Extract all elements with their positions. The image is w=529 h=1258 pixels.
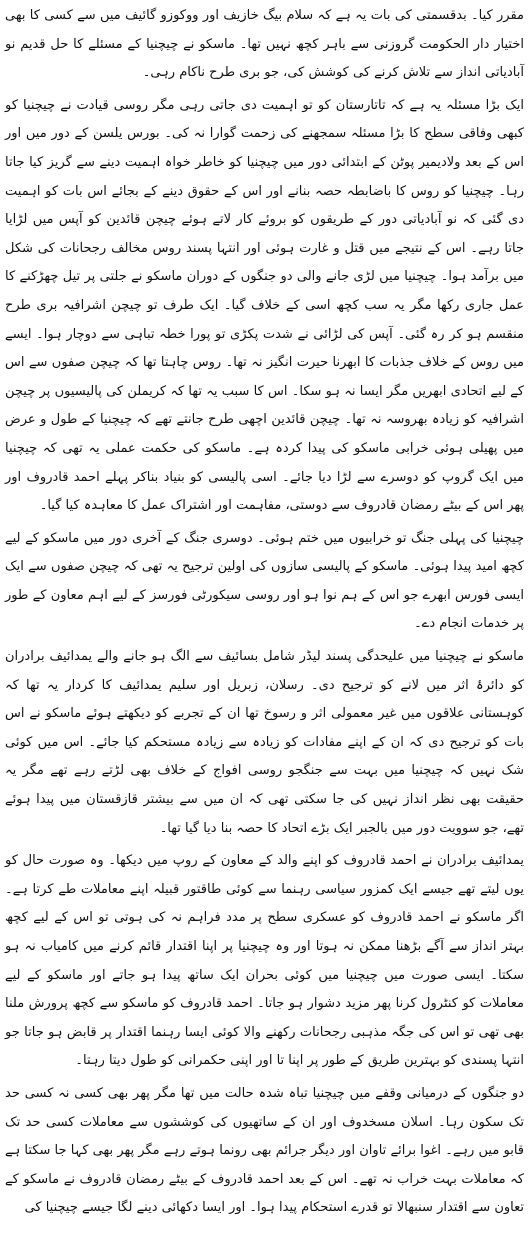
article-paragraph-4: ماسکو نے چیچنیا میں علیحدگی پسند لیڈر شامل بسائیف سے الگ ہو جانے والے یمدائیف برادران کو دائرۂ اثر میں لانے کو ترجیح دی۔ رسلان، زبریل اور سلیم یمدائیف کا کردار یہ تھا کہ کوہستانی علاقوں میں غیر معمولی اثر و رسوخ تھا ان کے تجربے کو دیکھتے ہوئے ماسکو نے اس بات کو ترجیح دی کہ ان کے اپنے مفادات کو زیادہ سے زیادہ مستحکم کیا جائے۔ اس میں کوئی شک نہیں کہ چیچنیا میں بہت سے جنگجو روسی افواج کے خلاف بھی لڑتے رہے تھے مگر یہ حقیقت بھی نظر انداز نہیں کی جا سکتی تھی کہ ان میں سے بیشتر قازقستان میں پیدا ہوئے تھے، جو سوویت دور میں بالجبر ایک بڑے اتحاد کا حصہ بنا دیا گیا تھا۔ [5,649,524,836]
article-paragraph-2: ایک بڑا مسئلہ یہ ہے کہ تاتارستان کو تو اہمیت دی جاتی رہی مگر روسی قیادت نے چیچنیا کو کبھی وفاقی سطح کا بڑا مسئلہ سمجھنے کی زحمت گوارا نہ کی۔ بورس یلسن کے دور میں اور اس کے بعد ولادیمیر پوٹن کے ابتدائی دور میں چیچنیا کو خاطر خواہ اہمیت دینے سے گریز کیا جاتا رہا۔ چیچنیا کو روس کا باضابطہ حصہ بنانے اور اس کے حقوق دینے کے بجائے اس بات کو اہمیت دی گئی کہ نو آبادیاتی دور کے طریقوں کو بروئے کار لاتے ہوئے چیچن قائدین کو آپس میں لڑایا جاتا رہے۔ اس کے نتیجے میں قتل و غارت ہوئی اور انتہا پسند روس مخالف رجحانات کی شکل میں برآمد ہوا۔ چیچنیا میں لڑی جانے والی دو جنگوں کے دوران ماسکو نے جلتی پر تیل چھڑکنے کا عمل جاری رکھا مگر یہ سب کچھ اسی کے خلاف گیا۔ ایک طرف تو چیچن اشرافیہ بری طرح منقسم ہو کر رہ گئی۔ آپس کی لڑائی نے شدت پکڑی تو پورا خطہ تباہی سے دوچار ہوا۔ ایسے میں روس کے خلاف جذبات کا ابھرنا حیرت انگیز نہ تھا۔ روس چاہتا تھا کہ چیچن صفوں سے اس کے لیے اتحادی ابھریں مگر ایسا نہ ہو سکا۔ اس کا سبب یہ تھا کہ کریملن کی پالیسیوں پر چیچن اشرافیہ کو زیادہ بھروسہ نہ تھا۔ چیچن قائدین اچھی طرح جانتے تھے کہ چیچنیا کے طول و عرض میں پھیلی ہوئی خرابی ماسکو کی پیدا کردہ ہے۔ ماسکو کی حکمت عملی یہ تھی کہ چیچنیا میں ایک گروپ کو دوسرے سے لڑا دیا جائے۔ اسی پالیسی کو بنیاد بناکر پہلے احمد قادروف اور پھر اس کے بیٹے رمضان قادروف سے دوستی، مفاہمت اور اشتراک عمل کا معاہدہ کیا گیا۔ [5,97,524,514]
article-paragraph-3: چیچنیا کی پہلی جنگ تو خرابیوں میں ختم ہوئی۔ دوسری جنگ کے آخری دور میں ماسکو کے لیے کچھ امید پیدا ہوئی۔ ماسکو کے پالیسی سازوں کی اولین ترجیح یہ تھی کہ چیچن صفوں سے ایک ایسی فورس ابھرے جو اس کے ہم نوا ہو اور روسی سیکورٹی فورسز کے لیے اہم معاون کے طور پر خدمات انجام دے۔ [5,530,524,632]
article-paragraph-1: مقرر کیا۔ بدقسمتی کی بات یہ ہے کہ سلام بیگ خازیف اور ووکوزو گائیف میں سے کسی کا بھی اختیار دار الحکومت گروزنی سے باہر کچھ نہیں تھا۔ ماسکو نے چیچنیا کے مسئلے کا حل قدیم نو آبادیاتی انداز سے تلاش کرنے کی کوشش کی، جو بری طرح ناکام رہی۔ [5,8,524,81]
article-paragraph-5: یمدائیف برادران نے احمد قادروف کو اپنے والد کے معاون کے روپ میں دیکھا۔ وہ صورت حال کو یوں لیتے تھے جیسے ایک کمزور سیاسی رہنما سے کوئی طاقتور قبیلہ اپنے معاملات طے کرتا ہے۔ اگر ماسکو نے احمد قادروف کو عسکری سطح پر مدد فراہم نہ کی ہوتی تو اس کے لیے کچھ بہتر انداز سے آگے بڑھنا ممکن نہ ہوتا اور وہ چیچنیا پر اپنا اقتدار قائم کرنے میں کامیاب نہ ہو سکتا۔ ایسی صورت میں چیچنیا میں کوئی بحران ایک ساتھ پیدا ہو جاتے اور ماسکو کے لیے معاملات کو کنٹرول کرنا پھر مزید دشوار ہو جاتا۔ احمد قادروف کو ماسکو سے کچھ پرورش ملنا بھی تھی تو اس کی جگہ مذہبی رجحانات رکھنے والا کوئی ایسا رہنما اقتدار پر قابض ہو جاتا جو انتہا پسندی کو بہترین طریق کے طور پر اپنا تا اور اپنی حکمرانی کو طول دیتا رہتا۔ [5,853,524,1069]
article-paragraph-6: دو جنگوں کے درمیانی وقفے میں چیچنیا تباہ شدہ حالت میں تھا مگر پھر بھی کسی نہ کسی حد تک سکون رہا۔ اسلان مسخدوف اور ان کے ساتھیوں کی کوششوں سے معاملات کسی حد تک قابو میں رہے۔ اغوا برائے تاوان اور دیگر جرائم بھی رونما ہوتے رہے مگر پھر بھی کہا جا سکتا ہے کہ معاملات بہت خراب نہ تھے۔ اس کے بعد احمد قادروف کے بیٹے رمضان قادروف نے ماسکو کے تعاون سے اقتدار سنبھالا تو قدرے استحکام پیدا ہوا۔ اور ایسا دکھائی دینے لگا جیسے چیچنیا کی [5,1085,524,1216]
